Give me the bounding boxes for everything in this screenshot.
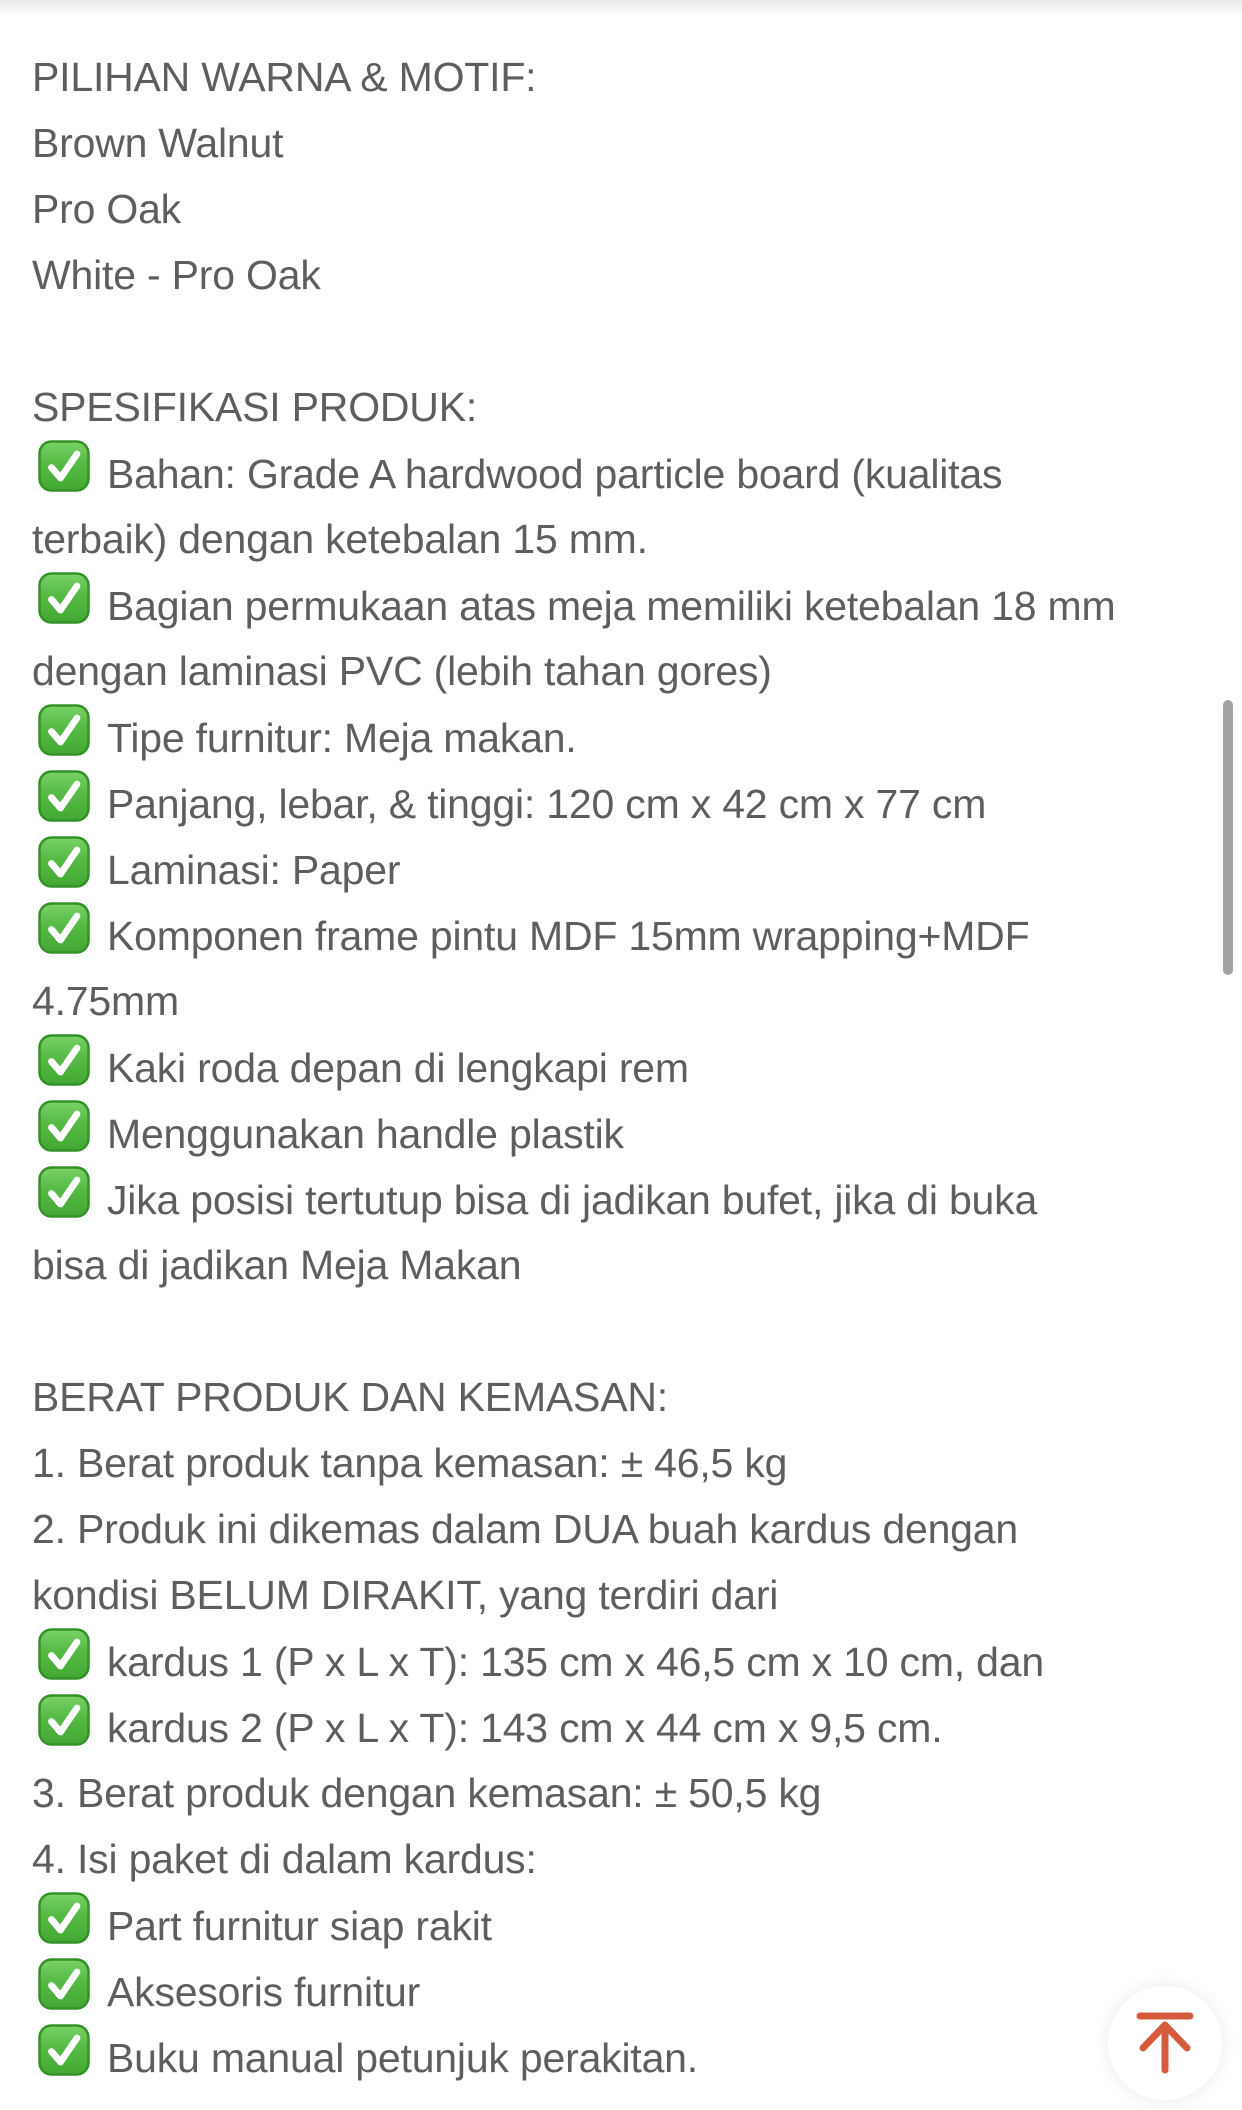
checklist-item [32,704,1218,770]
text-line [32,110,1218,176]
line-text: Buku manual petunjuk perakitan. [107,2035,698,2081]
text-line [32,1826,1218,1892]
line-text: BERAT PRODUK DAN KEMASAN: [32,1374,668,1420]
check-icon [38,2024,90,2076]
line-text: 4. Isi paket di dalam kardus: [32,1836,537,1882]
section [32,44,1218,308]
section-title [32,44,1218,110]
line-text: Komponen frame pintu MDF 15mm wrapping+MDF [107,913,1030,959]
checklist-item [32,902,1218,968]
checklist-item [32,1166,1218,1232]
text-line [32,1496,1218,1562]
line-text: SPESIFIKASI PRODUK: [32,384,478,430]
line-text: Laminasi: Paper [107,847,401,893]
check-icon [38,1958,90,2010]
check-icon [38,1166,90,1218]
check-icon [38,1694,90,1746]
check-icon [38,770,90,822]
text-line [32,176,1218,242]
checklist-item [32,770,1218,836]
line-text: bisa di jadikan Meja Makan [32,1242,522,1288]
checklist-item [32,1034,1218,1100]
line-text: dengan laminasi PVC (lebih tahan gores) [32,648,772,694]
line-text: Brown Walnut [32,120,284,166]
line-text: Panjang, lebar, & tinggi: 120 cm x 42 cm x 77 cm [107,781,987,827]
check-icon [38,1034,90,1086]
line-text: White - Pro Oak [32,252,321,298]
checklist-item [32,1628,1218,1694]
section-title [32,374,1218,440]
checklist-item-wrap-line [32,506,1218,572]
checklist-item [32,572,1218,638]
checklist-item [32,836,1218,902]
check-icon [38,440,90,492]
line-text: kardus 2 (P x L x T): 143 cm x 44 cm x 9,5 cm. [107,1705,943,1751]
line-text: PILIHAN WARNA & MOTIF: [32,54,537,100]
check-icon [38,902,90,954]
line-text: Bagian permukaan atas meja memiliki ketebalan 18 mm [107,583,1116,629]
line-text: 2. Produk ini dikemas dalam DUA buah kardus dengan [32,1506,1018,1552]
line-text: 3. Berat produk dengan kemasan: ± 50,5 kg [32,1770,822,1816]
section [32,1364,1218,2090]
line-text: Menggunakan handle plastik [107,1111,624,1157]
check-icon [38,1892,90,1944]
checklist-item [32,1100,1218,1166]
checklist-item-wrap-line [32,968,1218,1034]
checklist-item [32,1958,1218,2024]
line-text: Aksesoris furnitur [107,1969,421,2015]
line-text: kondisi BELUM DIRAKIT, yang terdiri dari [32,1572,779,1618]
checklist-item [32,2024,1218,2090]
scrollbar-thumb[interactable] [1223,700,1233,975]
text-line [32,242,1218,308]
line-text: terbaik) dengan ketebalan 15 mm. [32,516,648,562]
check-icon [38,1628,90,1680]
text-line [32,1760,1218,1826]
arrow-up-to-line-icon [1133,2011,1197,2075]
section-title [32,1364,1218,1430]
checklist-item-wrap-line [32,1232,1218,1298]
check-icon [38,572,90,624]
top-edge-shadow [0,0,1242,16]
line-text: Pro Oak [32,186,181,232]
check-icon [38,704,90,756]
scroll-to-top-button[interactable] [1108,1986,1222,2100]
line-text: Tipe furnitur: Meja makan. [107,715,577,761]
checklist-item-wrap-line [32,638,1218,704]
text-line [32,1562,1218,1628]
checklist-item [32,440,1218,506]
line-text: Jika posisi tertutup bisa di jadikan bufet, jika di buka [107,1177,1038,1223]
line-text: kardus 1 (P x L x T): 135 cm x 46,5 cm x 10 cm, dan [107,1639,1044,1685]
line-text: 1. Berat produk tanpa kemasan: ± 46,5 kg [32,1440,788,1486]
line-text: Bahan: Grade A hardwood particle board (kualitas [107,451,1003,497]
check-icon [38,1100,90,1152]
checklist-item [32,1892,1218,1958]
check-icon [38,836,90,888]
line-text: Kaki roda depan di lengkapi rem [107,1045,689,1091]
checklist-item [32,1694,1218,1760]
line-text: 4.75mm [32,978,179,1024]
text-line [32,1430,1218,1496]
line-text: Part furnitur siap rakit [107,1903,492,1949]
description-content [0,44,1242,2090]
section [32,374,1218,1298]
